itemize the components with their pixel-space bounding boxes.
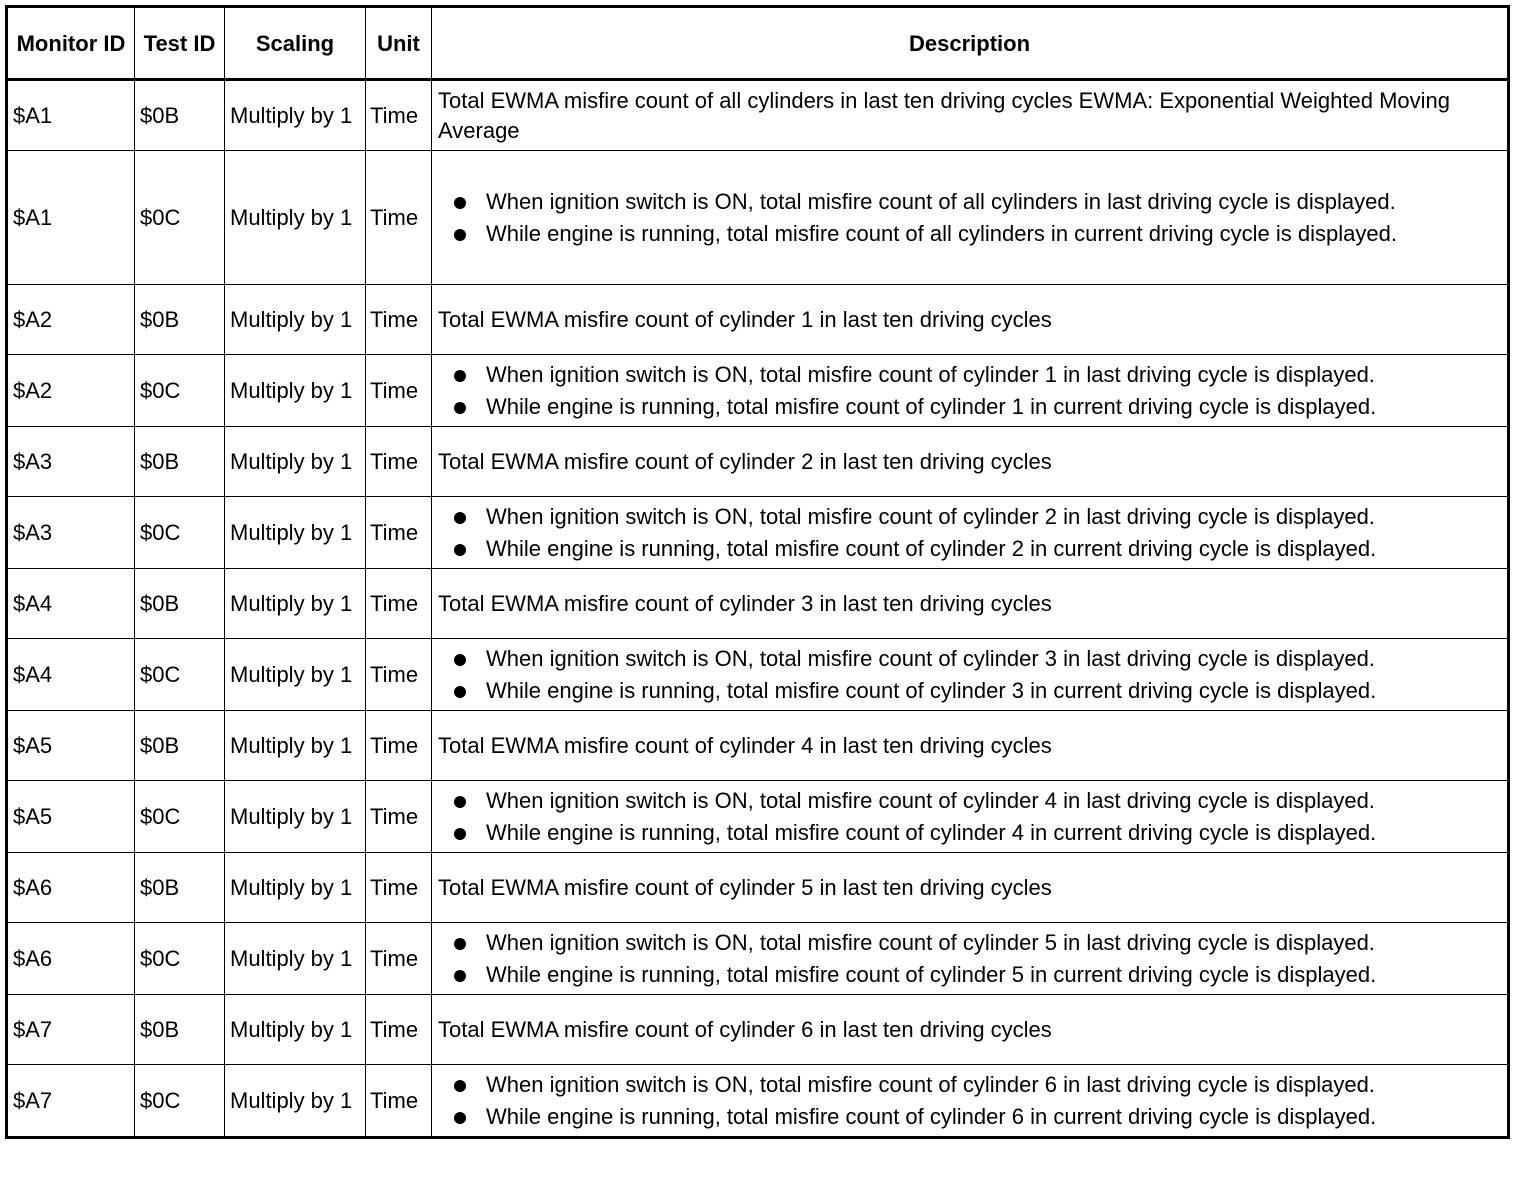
scaling-cell: Multiply by 1 <box>225 569 366 639</box>
header-monitor-id: Monitor ID <box>7 7 135 80</box>
description-cell <box>432 355 1509 427</box>
table-row <box>7 853 1509 923</box>
test-id-cell: $0B <box>135 711 225 781</box>
test-id-cell: $0B <box>135 80 225 151</box>
description-cell: Total EWMA misfire count of all cylinders in last ten driving cycles EWMA: Exponential Weighted Moving Average <box>432 80 1509 151</box>
scaling-cell: Multiply by 1 <box>225 80 366 151</box>
description-cell <box>432 1065 1509 1138</box>
unit-cell: Time <box>366 497 432 569</box>
description-cell <box>432 923 1509 995</box>
bullet-icon <box>454 370 466 382</box>
bullet-text: While engine is running, total misfire count of cylinder 3 in current driving cycle is displayed. <box>486 677 1377 703</box>
monitor-id-cell: $A1 <box>7 151 135 285</box>
bullet-icon <box>454 970 466 982</box>
list-item <box>438 219 1501 249</box>
unit-cell: Time <box>366 995 432 1065</box>
scaling-cell: Multiply by 1 <box>225 497 366 569</box>
bullet-icon <box>454 544 466 556</box>
bullet-list <box>438 502 1501 564</box>
monitor-id-cell: $A7 <box>7 1065 135 1138</box>
table-row <box>7 711 1509 781</box>
monitor-id-cell: $A7 <box>7 995 135 1065</box>
monitor-id-cell: $A2 <box>7 355 135 427</box>
scaling-cell: Multiply by 1 <box>225 639 366 711</box>
table-row <box>7 923 1509 995</box>
table-row <box>7 80 1509 151</box>
monitor-id-cell: $A4 <box>7 569 135 639</box>
description-cell <box>432 151 1509 285</box>
unit-cell: Time <box>366 80 432 151</box>
bullet-text: While engine is running, total misfire count of cylinder 4 in current driving cycle is displayed. <box>486 819 1377 845</box>
bullet-list <box>438 360 1501 422</box>
bullet-text: When ignition switch is ON, total misfire count of cylinder 2 in last driving cycle is displayed. <box>486 503 1375 529</box>
bullet-icon <box>454 229 466 241</box>
bullet-text: While engine is running, total misfire count of all cylinders in current driving cycle is displayed. <box>486 220 1397 246</box>
bullet-list <box>438 187 1501 249</box>
bullet-text: When ignition switch is ON, total misfire count of all cylinders in last driving cycle is displayed. <box>486 188 1396 214</box>
test-id-cell: $0C <box>135 497 225 569</box>
monitor-id-cell: $A5 <box>7 711 135 781</box>
unit-cell: Time <box>366 639 432 711</box>
table-header-row <box>7 7 1509 80</box>
list-item <box>438 360 1501 390</box>
list-item <box>438 392 1501 422</box>
bullet-icon <box>454 654 466 666</box>
table-row <box>7 995 1509 1065</box>
scaling-cell: Multiply by 1 <box>225 285 366 355</box>
header-scaling: Scaling <box>225 7 366 80</box>
bullet-icon <box>454 1080 466 1092</box>
description-cell: Total EWMA misfire count of cylinder 4 in last ten driving cycles <box>432 711 1509 781</box>
monitor-id-cell: $A3 <box>7 427 135 497</box>
bullet-icon <box>454 686 466 698</box>
description-cell <box>432 781 1509 853</box>
description-cell <box>432 639 1509 711</box>
description-cell: Total EWMA misfire count of cylinder 2 in last ten driving cycles <box>432 427 1509 497</box>
monitor-id-cell: $A6 <box>7 853 135 923</box>
scaling-cell: Multiply by 1 <box>225 853 366 923</box>
test-id-cell: $0C <box>135 923 225 995</box>
test-id-cell: $0C <box>135 355 225 427</box>
table-row <box>7 639 1509 711</box>
table-row <box>7 497 1509 569</box>
bullet-icon <box>454 402 466 414</box>
scaling-cell: Multiply by 1 <box>225 923 366 995</box>
list-item <box>438 786 1501 816</box>
list-item <box>438 818 1501 848</box>
table-row <box>7 151 1509 285</box>
unit-cell: Time <box>366 151 432 285</box>
test-id-cell: $0B <box>135 427 225 497</box>
scaling-cell: Multiply by 1 <box>225 711 366 781</box>
header-description: Description <box>432 7 1509 80</box>
description-cell: Total EWMA misfire count of cylinder 3 in last ten driving cycles <box>432 569 1509 639</box>
table-row <box>7 285 1509 355</box>
unit-cell: Time <box>366 711 432 781</box>
header-test-id: Test ID <box>135 7 225 80</box>
unit-cell: Time <box>366 923 432 995</box>
table-row <box>7 781 1509 853</box>
list-item <box>438 1070 1501 1100</box>
list-item <box>438 676 1501 706</box>
bullet-text: When ignition switch is ON, total misfire count of cylinder 4 in last driving cycle is displayed. <box>486 787 1375 813</box>
bullet-text: While engine is running, total misfire count of cylinder 5 in current driving cycle is displayed. <box>486 961 1377 987</box>
bullet-text: While engine is running, total misfire count of cylinder 1 in current driving cycle is displayed. <box>486 393 1377 419</box>
list-item <box>438 1102 1501 1132</box>
bullet-icon <box>454 828 466 840</box>
scaling-cell: Multiply by 1 <box>225 995 366 1065</box>
list-item <box>438 534 1501 564</box>
bullet-icon <box>454 197 466 209</box>
scaling-cell: Multiply by 1 <box>225 151 366 285</box>
bullet-text: When ignition switch is ON, total misfire count of cylinder 6 in last driving cycle is displayed. <box>486 1071 1375 1097</box>
description-cell <box>432 497 1509 569</box>
list-item <box>438 502 1501 532</box>
table-row <box>7 569 1509 639</box>
scaling-cell: Multiply by 1 <box>225 781 366 853</box>
list-item <box>438 960 1501 990</box>
bullet-text: While engine is running, total misfire count of cylinder 6 in current driving cycle is displayed. <box>486 1103 1377 1129</box>
monitor-id-cell: $A6 <box>7 923 135 995</box>
bullet-text: While engine is running, total misfire count of cylinder 2 in current driving cycle is displayed. <box>486 535 1377 561</box>
table-row <box>7 1065 1509 1138</box>
test-id-cell: $0C <box>135 639 225 711</box>
test-id-cell: $0C <box>135 1065 225 1138</box>
unit-cell: Time <box>366 781 432 853</box>
bullet-list <box>438 786 1501 848</box>
test-id-cell: $0C <box>135 151 225 285</box>
description-cell: Total EWMA misfire count of cylinder 1 in last ten driving cycles <box>432 285 1509 355</box>
scaling-cell: Multiply by 1 <box>225 355 366 427</box>
scaling-cell: Multiply by 1 <box>225 1065 366 1138</box>
test-id-cell: $0C <box>135 781 225 853</box>
monitor-id-cell: $A5 <box>7 781 135 853</box>
list-item <box>438 187 1501 217</box>
bullet-icon <box>454 1112 466 1124</box>
bullet-text: When ignition switch is ON, total misfire count of cylinder 3 in last driving cycle is displayed. <box>486 645 1375 671</box>
description-cell: Total EWMA misfire count of cylinder 5 in last ten driving cycles <box>432 853 1509 923</box>
test-id-cell: $0B <box>135 569 225 639</box>
scaling-cell: Multiply by 1 <box>225 427 366 497</box>
bullet-text: When ignition switch is ON, total misfire count of cylinder 1 in last driving cycle is displayed. <box>486 361 1375 387</box>
test-id-cell: $0B <box>135 995 225 1065</box>
unit-cell: Time <box>366 569 432 639</box>
unit-cell: Time <box>366 427 432 497</box>
table-row <box>7 427 1509 497</box>
bullet-icon <box>454 938 466 950</box>
monitor-id-cell: $A4 <box>7 639 135 711</box>
misfire-monitor-table <box>5 5 1510 1139</box>
monitor-id-cell: $A2 <box>7 285 135 355</box>
unit-cell: Time <box>366 285 432 355</box>
test-id-cell: $0B <box>135 853 225 923</box>
monitor-id-cell: $A1 <box>7 80 135 151</box>
unit-cell: Time <box>366 355 432 427</box>
list-item <box>438 644 1501 674</box>
test-id-cell: $0B <box>135 285 225 355</box>
bullet-list <box>438 644 1501 706</box>
bullet-text: When ignition switch is ON, total misfire count of cylinder 5 in last driving cycle is displayed. <box>486 929 1375 955</box>
header-unit: Unit <box>366 7 432 80</box>
monitor-id-cell: $A3 <box>7 497 135 569</box>
bullet-list <box>438 1070 1501 1132</box>
unit-cell: Time <box>366 1065 432 1138</box>
description-cell: Total EWMA misfire count of cylinder 6 in last ten driving cycles <box>432 995 1509 1065</box>
list-item <box>438 928 1501 958</box>
unit-cell: Time <box>366 853 432 923</box>
bullet-icon <box>454 512 466 524</box>
bullet-icon <box>454 796 466 808</box>
bullet-list <box>438 928 1501 990</box>
table-row <box>7 355 1509 427</box>
